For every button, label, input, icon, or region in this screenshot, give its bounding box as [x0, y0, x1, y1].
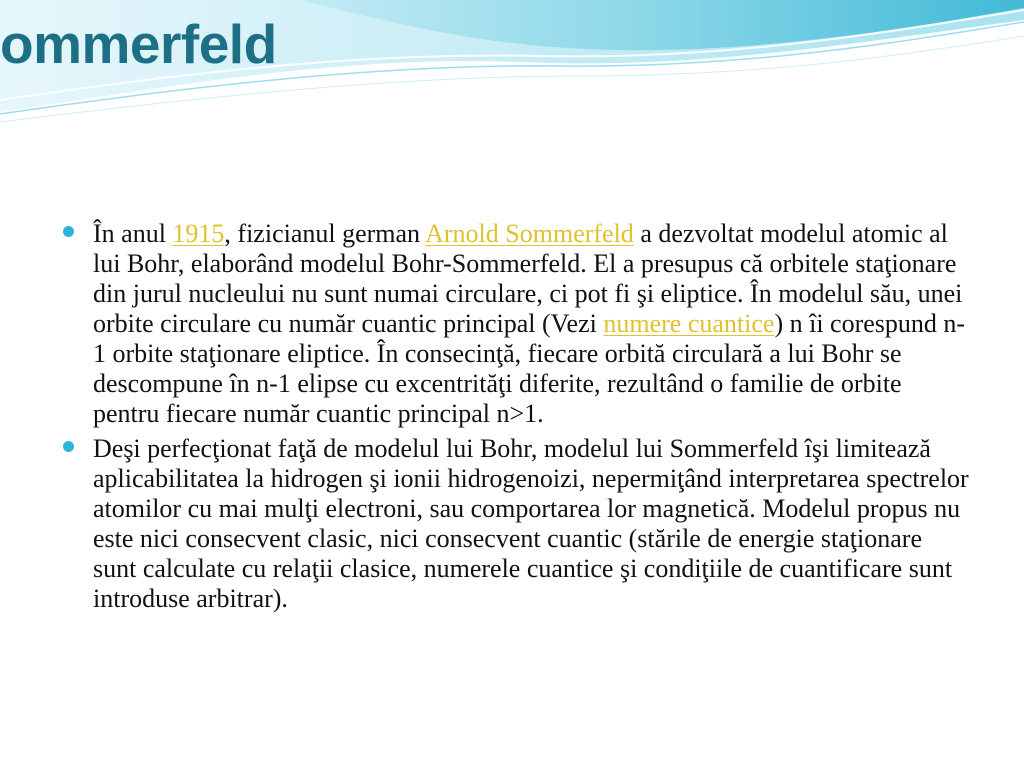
bullet-link[interactable]: Arnold Sommerfeld	[425, 219, 634, 248]
bullet-text: , fizicianul german	[224, 219, 426, 248]
bullet-link[interactable]: 1915	[172, 219, 225, 248]
bullet-circle-icon	[62, 225, 75, 238]
bullet-text: În anul	[93, 219, 173, 248]
bullet-text: ) n îi corespund n-1 orbite staţionare eliptice. În consecinţă, fiecare orbită circulară a lui Bohr se descompune în n-1 elipse cu excentrităţi diferite, rezultând o familie de orbite pentru fiecare număr cuantic principal n>1.	[93, 309, 966, 428]
bullet-circle-icon	[62, 440, 75, 453]
bullet-link[interactable]: numere cuantice	[603, 309, 775, 338]
bullet-item	[60, 219, 970, 429]
bullet-item	[60, 434, 970, 614]
slide-title: ommerfeld	[0, 13, 277, 75]
bullet-text: a dezvoltat modelul atomic al lui Bohr, elaborând modelul Bohr-Sommerfeld. El a presupus că orbitele staţionare din jurul nucleului nu sunt numai circulare, ci pot fi şi eliptice. În modelul său, unei orbite circulare cu număr cuantic principal (Vezi	[93, 219, 963, 338]
bullet-text: Deşi perfecţionat faţă de modelul lui Bohr, modelul lui Sommerfeld îşi limitează aplicabilitatea la hidrogen şi ionii hidrogenoizi, nepermiţând interpretarea spectrelor atomilor cu mai mulţi electroni, sau comportarea lor magnetică. Modelul propus nu este nici consecvent clasic, nici consecvent cuantic (stările de energie staţionare sunt calculate cu relaţii clasice, numerele cuantice şi condiţiile de cuantificare sunt introduse arbitrar).	[93, 434, 969, 613]
bullet-list	[60, 219, 970, 619]
